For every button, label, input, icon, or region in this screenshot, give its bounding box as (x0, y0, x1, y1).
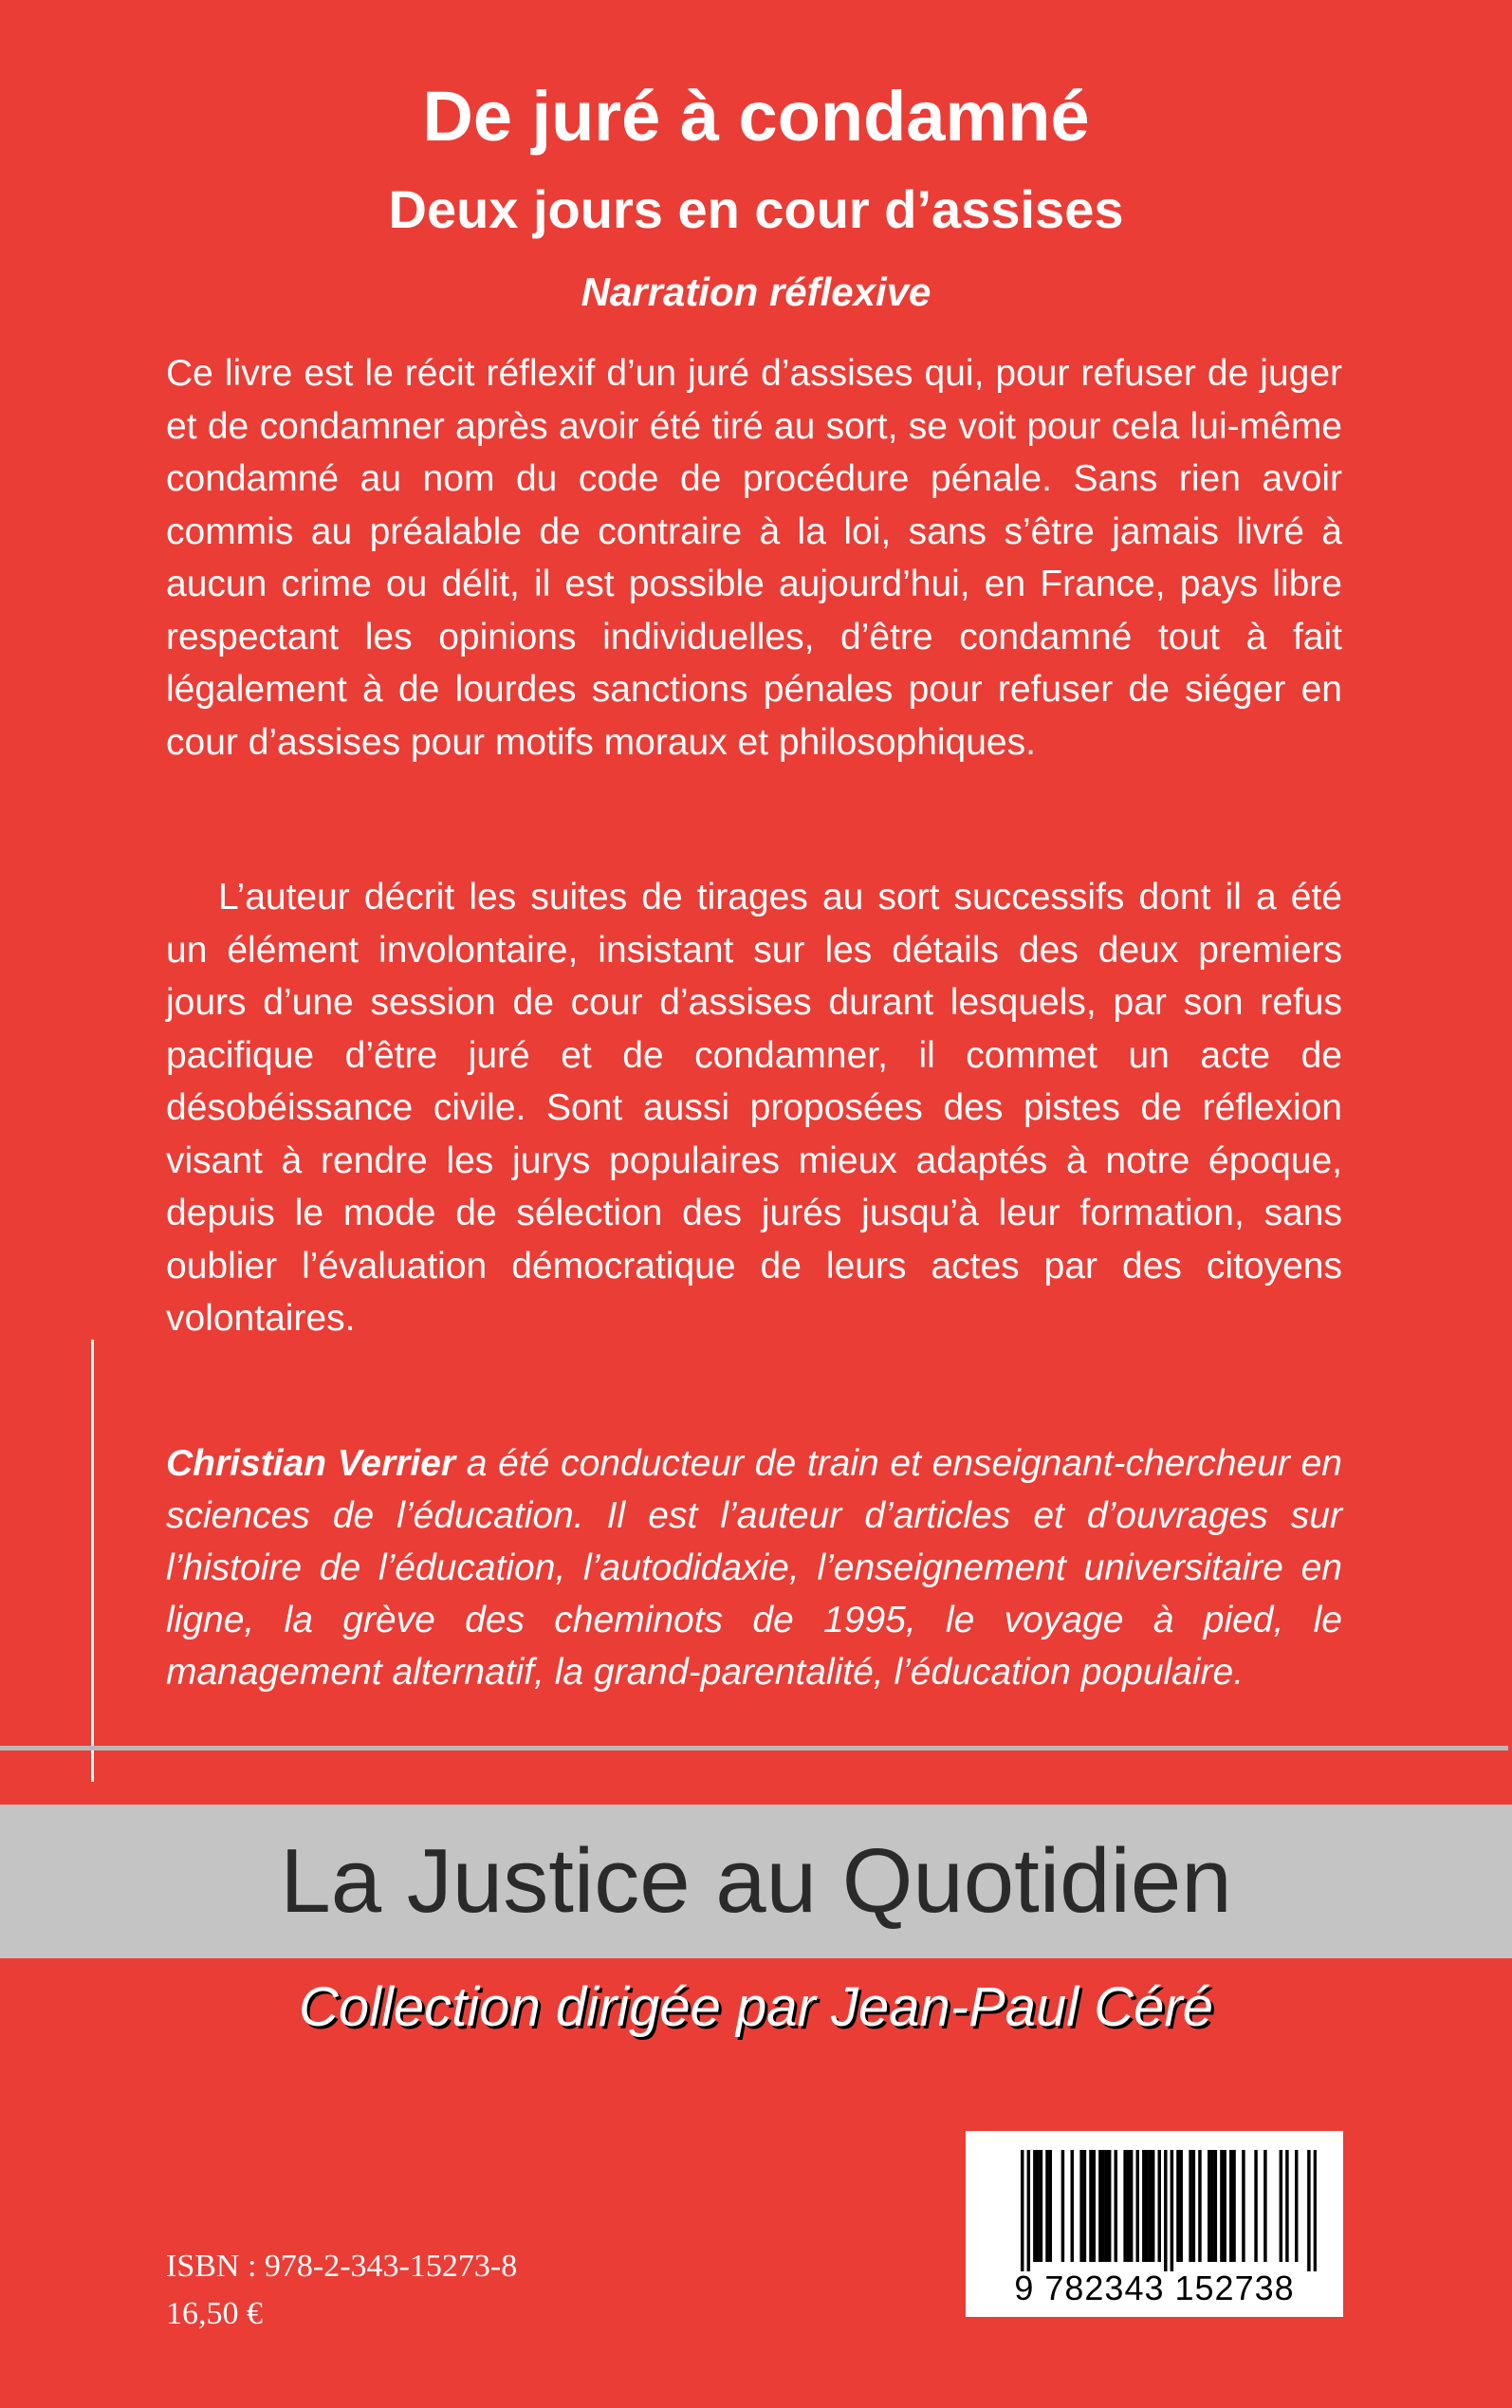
barcode-bar (1142, 2150, 1145, 2262)
barcode-bar (1083, 2150, 1086, 2262)
barcode-bar (1285, 2150, 1288, 2262)
blurb-paragraph-1: Ce livre est le récit réflexif d’un juré d’assises qui, pour refuser de juger et de condamner après avoir été tiré au sort, se voit pour cela lui-même condamné au nom du code de procédure pénale. Sans rien avoir commis au préalable de contraire à la loi, sans s’être jamais livré à aucun crime ou délit, il est possible aujourd’hui, en France, pays libre respectant les opinions individuelles, d’être condamné tout à fait légalement à de lourdes sanctions pénales pour refuser de siéger en cour d’assises pour motifs moraux et philosophiques. (166, 353, 1342, 763)
barcode-bar (1176, 2150, 1179, 2262)
barcode-bar (1127, 2150, 1130, 2262)
barcode-bar (1105, 2150, 1108, 2262)
barcode-digits: 9 782343 152738 (1014, 2269, 1295, 2307)
barcode-bar (1254, 2150, 1257, 2262)
barcode-bar (1229, 2150, 1232, 2262)
barcode-bar (1210, 2150, 1213, 2262)
barcode-bar (1145, 2150, 1148, 2262)
barcode-bar (1136, 2150, 1139, 2262)
blurb-paragraph-2: L’auteur décrit les suites de tirages au sort successifs dont il a été un élément involontaire, insistant sur les détails des deux premiers jours d’une session de cour d’assises durant lesquels, par son refus pacifique d’être juré et de condamner, il commet un acte de désobéissance civile. Sont aussi proposées des pistes de réflexion visant à rendre les jurys populaires mieux adaptés à notre époque, depuis le mode de sélection des jurés jusqu’à leur formation, sans oublier l’évaluation démocratique de leurs actes par des citoyens volontaires. (166, 877, 1342, 1339)
barcode-bar (1045, 2150, 1048, 2262)
barcode-bar (1036, 2150, 1039, 2262)
barcode-bar (1049, 2150, 1052, 2262)
barcode-bar (1079, 2150, 1082, 2262)
price: 16,50 € (166, 2296, 263, 2331)
barcode-bar (1040, 2150, 1042, 2262)
barcode-bar (1093, 2150, 1096, 2262)
author-bio (166, 1437, 1342, 1698)
barcode-bar (1189, 2150, 1191, 2262)
barcode-bar (1263, 2150, 1266, 2262)
vertical-rule (91, 1340, 94, 1782)
book-subtitle: Deux jours en cour d’assises (388, 179, 1124, 239)
barcode-bar (1061, 2150, 1064, 2262)
collection-editor: Collection dirigée par Jean-Paul Céré (299, 1976, 1213, 2038)
barcode-bar (1280, 2150, 1282, 2262)
barcode-bar (1149, 2150, 1152, 2262)
barcode-bar (1171, 2150, 1173, 2271)
barcode-bar (1314, 2150, 1317, 2271)
book-title: De juré à condamné (422, 77, 1090, 156)
barcode-bar (1101, 2150, 1104, 2262)
barcode-bar (1098, 2150, 1101, 2262)
barcode-bar (1071, 2150, 1074, 2262)
isbn: ISBN : 978-2-343-15273-8 (166, 2249, 518, 2284)
book-tagline: Narration réflexive (581, 269, 931, 314)
barcode-bar (1123, 2150, 1126, 2262)
barcode-bar (1208, 2150, 1210, 2262)
barcode-bar (1033, 2150, 1036, 2262)
barcode (966, 2131, 1343, 2317)
barcode-bars (1021, 2150, 1317, 2271)
barcode-bar (1179, 2150, 1182, 2262)
barcode-bar (1295, 2150, 1298, 2262)
barcode-bar (1220, 2150, 1223, 2262)
series-name: La Justice au Quotidien (280, 1830, 1232, 1932)
barcode-bar (1232, 2150, 1235, 2262)
barcode-bar (1130, 2150, 1133, 2262)
author-name: Christian Verrier (166, 1443, 456, 1484)
barcode-bar (1242, 2150, 1245, 2262)
barcode-bar (1307, 2150, 1310, 2271)
barcode-bar (1164, 2150, 1167, 2271)
barcode-bar (1214, 2150, 1217, 2262)
barcode-bar (1158, 2150, 1161, 2262)
barcode-bar (1223, 2150, 1226, 2262)
barcode-bar (1021, 2150, 1023, 2271)
barcode-bar (1198, 2150, 1201, 2262)
barcode-bar (1152, 2150, 1154, 2262)
author-bio-text: a été conducteur de train et enseignant-chercheur en sciences de l’éducation. Il est l’auteur d’articles et d’ouvrages sur l’histoire de l’éducation, l’autodidaxie, l’enseignement universitaire en ligne, la grève des cheminots de 1995, le voyage à pied, le management alternatif, la grand-parentalité, l’éducation populaire. (166, 1443, 1342, 1693)
barcode-bar (1089, 2150, 1092, 2262)
horizontal-rule (0, 1746, 1508, 1750)
barcode-bar (1108, 2150, 1111, 2262)
barcode-bar (1115, 2150, 1117, 2262)
barcode-bar (1192, 2150, 1195, 2262)
barcode-bar (1027, 2150, 1030, 2271)
